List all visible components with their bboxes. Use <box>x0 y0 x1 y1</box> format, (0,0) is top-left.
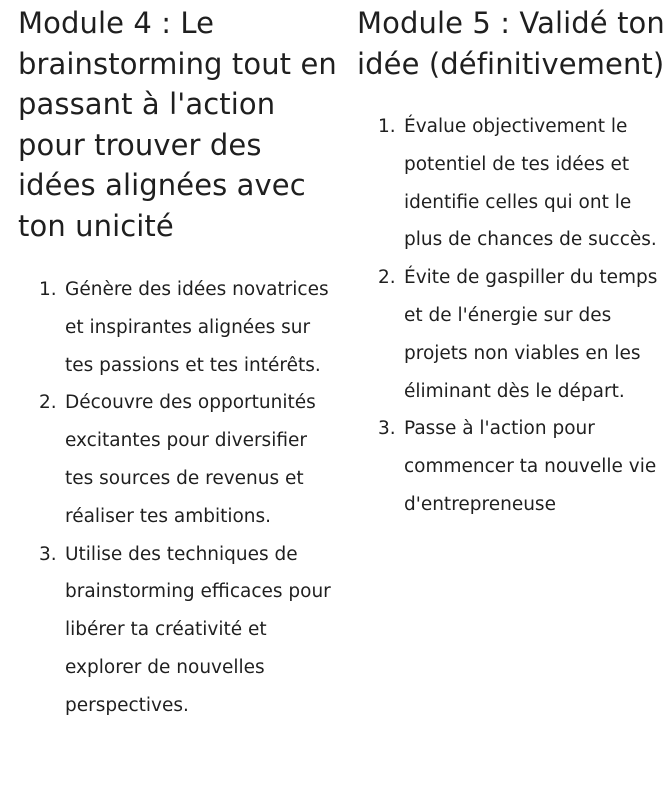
list-item <box>39 271 338 384</box>
list-number: 3. <box>39 543 57 565</box>
list-number: 2. <box>378 267 396 289</box>
list-item <box>378 259 671 410</box>
list-item-text: Évalue objectivement le potentiel de tes idées et identifie celles qui ont le plus de chances de succès. <box>404 116 657 251</box>
list-item-text: Évite de gaspiller du temps et de l'énergie sur des projets non viables en les éliminant dès le départ. <box>404 267 658 402</box>
list-item <box>378 410 671 523</box>
list-item-text: Passe à l'action pour commencer ta nouvelle vie d'entrepreneuse <box>404 418 657 515</box>
list-item <box>378 108 671 259</box>
list-number: 1. <box>378 116 396 137</box>
list-number: 3. <box>378 418 396 440</box>
module-4-list <box>18 271 338 725</box>
module-4-title: Module 4 : Le brainstorming tout en passant à l'action pour trouver des idées alignées avec ton unicité <box>18 6 337 243</box>
module-5-list <box>357 108 671 524</box>
module-4-section <box>18 0 338 725</box>
module-5-section <box>357 0 671 524</box>
module-5-title: Module 5 : Validé ton idée (définitivement) <box>357 6 665 81</box>
list-item <box>39 384 338 535</box>
list-number: 2. <box>39 392 57 414</box>
list-item-text: Génère des idées novatrices et inspirantes alignées sur tes passions et tes intérêts. <box>65 279 329 376</box>
list-item-text: Découvre des opportunités excitantes pour diversifier tes sources de revenus et réaliser tes ambitions. <box>65 392 316 527</box>
list-number: 1. <box>39 279 57 300</box>
list-item <box>39 536 338 725</box>
list-item-text: Utilise des techniques de brainstorming efficaces pour libérer ta créativité et explorer de nouvelles perspectives. <box>65 543 331 716</box>
